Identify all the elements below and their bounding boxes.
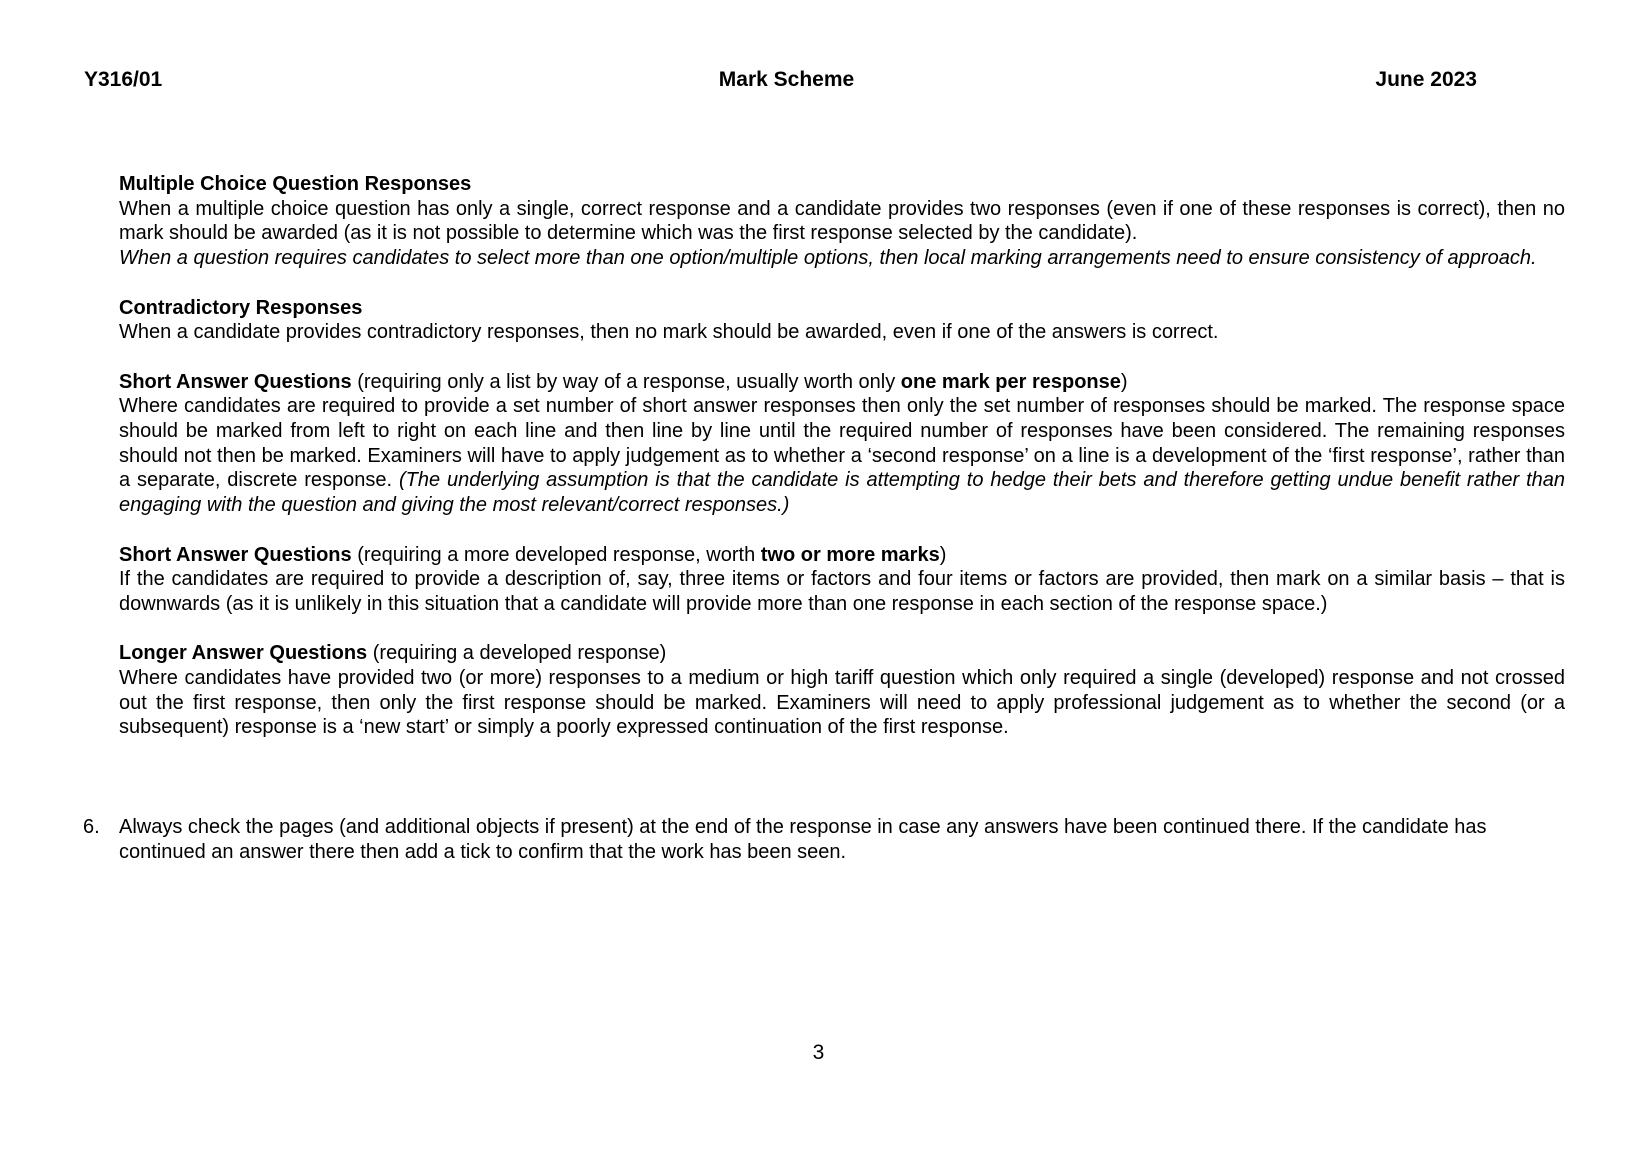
document-title: Mark Scheme <box>718 68 855 91</box>
section-heading: Short Answer Questions <box>119 370 352 393</box>
body-text: Where candidates have provided two (or more) responses to a medium or high tariff question which only required a single (developed) response and not crossed out the first response, then only the first response should be marked. Examiners will need to apply professional judgement as to whether the second (or a subsequent) response is a ‘new start’ or simply a poorly expressed continuation of the first response. <box>119 667 1565 739</box>
section-multiple-choice-question-responses <box>119 172 1565 271</box>
heading-qualifier: (requiring only a list by way of a response, usually worth only <box>351 370 901 393</box>
section-heading: Multiple Choice Question Responses <box>119 173 472 195</box>
section-body <box>119 197 1565 271</box>
heading-qualifier: ) <box>1120 370 1128 393</box>
heading-qualifier: ) <box>939 543 947 566</box>
heading-qualifier: (requiring a more developed response, worth <box>351 543 761 566</box>
section-heading: Short Answer Questions <box>119 543 352 566</box>
section-contradictory-responses <box>119 296 1565 345</box>
body-text: When a candidate provides contradictory responses, then no mark should be awarded, even if one of the answers is correct. <box>119 321 1219 344</box>
numbered-item-6 <box>83 815 1563 864</box>
section-heading-line <box>119 172 1565 197</box>
heading-qualifier: two or more marks <box>760 543 940 566</box>
italic-note: When a question requires candidates to select more than one option/multiple options, then local marking arrangements need to ensure consistency of approach. <box>119 247 1537 270</box>
page-number: 3 <box>812 1041 825 1064</box>
section-heading-line <box>119 641 1565 666</box>
section-short-answer-questions <box>119 370 1565 518</box>
body-text: When a multiple choice question has only a single, correct response and a candidate provides two responses (even if one of these responses is correct), then no mark should be awarded (as it is not possible to determine which was the first response selected by the candidate). <box>119 197 1565 245</box>
body-text: If the candidates are required to provide a description of, say, three items or factors and four items or factors are provided, then mark on a similar basis – that is downwards (as it is unlikely in this situation that a candidate will provide more than one response in each section of the response space.) <box>119 568 1565 615</box>
section-heading-line <box>119 543 1565 568</box>
document-date: June 2023 <box>1375 68 1477 91</box>
section-heading: Longer Answer Questions <box>119 642 368 665</box>
item-text: Always check the pages (and additional objects if present) at the end of the response in case any answers have been continued there. If the candidate has continued an answer there then add a tick to confirm that the work has been seen. <box>119 816 1487 863</box>
heading-qualifier: one mark per response <box>900 370 1121 393</box>
item-number: 6. <box>83 816 100 838</box>
italic-note: (The underlying assumption is that the candidate is attempting to hedge their bets and therefore getting undue benefit rather than engaging with the question and giving the most relevant/correct responses.) <box>119 469 1565 517</box>
section-heading-line <box>119 296 1565 321</box>
guidance-content <box>119 172 1565 765</box>
document-code: Y316/01 <box>84 68 163 91</box>
section-heading: Contradictory Responses <box>119 296 363 319</box>
heading-qualifier: (requiring a developed response) <box>367 642 667 665</box>
section-heading-line <box>119 370 1565 395</box>
section-body <box>119 320 1565 345</box>
body-text: Where candidates are required to provide a set number of short answer responses then only the set number of responses should be marked. The response space should be marked from left to right on each line and then line by line until the required number of responses have been considered. The remaining responses should not then be marked. Examiners will have to apply judgement as to whether a ‘second response’ on a line is a development of the ‘first response’, rather than a separate, discrete response. <box>119 395 1565 492</box>
section-body <box>119 394 1565 518</box>
section-short-answer-questions <box>119 543 1565 617</box>
section-longer-answer-questions <box>119 641 1565 740</box>
section-body <box>119 567 1565 616</box>
section-body <box>119 666 1565 740</box>
